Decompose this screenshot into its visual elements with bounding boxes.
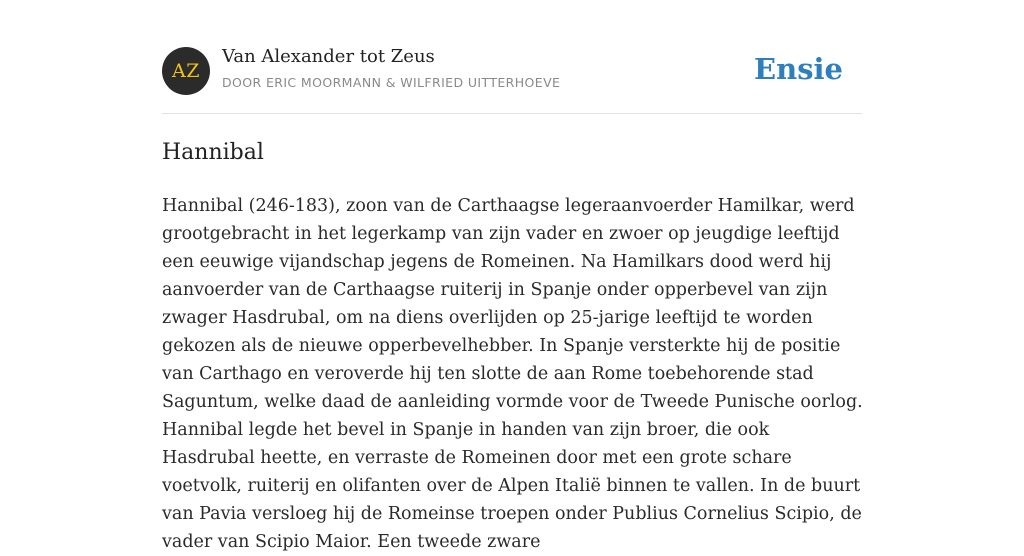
entry-title: Hannibal xyxy=(162,140,264,165)
ensie-logo-link[interactable]: Ensie xyxy=(754,52,843,86)
book-title[interactable]: Van Alexander tot Zeus xyxy=(222,46,435,67)
book-avatar[interactable]: AZ xyxy=(162,47,210,95)
book-header xyxy=(162,0,862,114)
entry-body: Hannibal (246-183), zoon van de Carthaagse legeraanvoerder Hamilkar, werd grootgebracht in het legerkamp van zijn vader en zwoer op jeugdige leeftijd een eeuwige vijandschap jegens de Romeinen. Na Hamilkars dood werd hij aanvoerder van de Carthaagse ruiterij in Spanje onder opperbevel van zijn zwager Hasdrubal, om na diens overlijden op 25-jarige leeftijd te worden gekozen als de nieuwe opperbevelhebber. In Spanje versterkte hij de positie van Carthago en veroverde hij ten slotte de aan Rome toebehorende stad Saguntum, welke daad de aanleiding vormde voor de Tweede Punische oorlog. Hannibal legde het bevel in Spanje in handen van zijn broer, die ook Hasdrubal heette, en verraste de Romeinen door met een grote schare voetvolk, ruiterij en olifanten over de Alpen Italië binnen te vallen. In de buurt van Pavia versloeg hij de Romeinse troepen onder Publius Cornelius Scipio, de vader van Scipio Maior. Een tweede zware xyxy=(162,196,863,552)
book-authors: DOOR ERIC MOORMANN & WILFRIED UITTERHOEVE xyxy=(222,75,561,90)
content-column xyxy=(162,0,862,556)
